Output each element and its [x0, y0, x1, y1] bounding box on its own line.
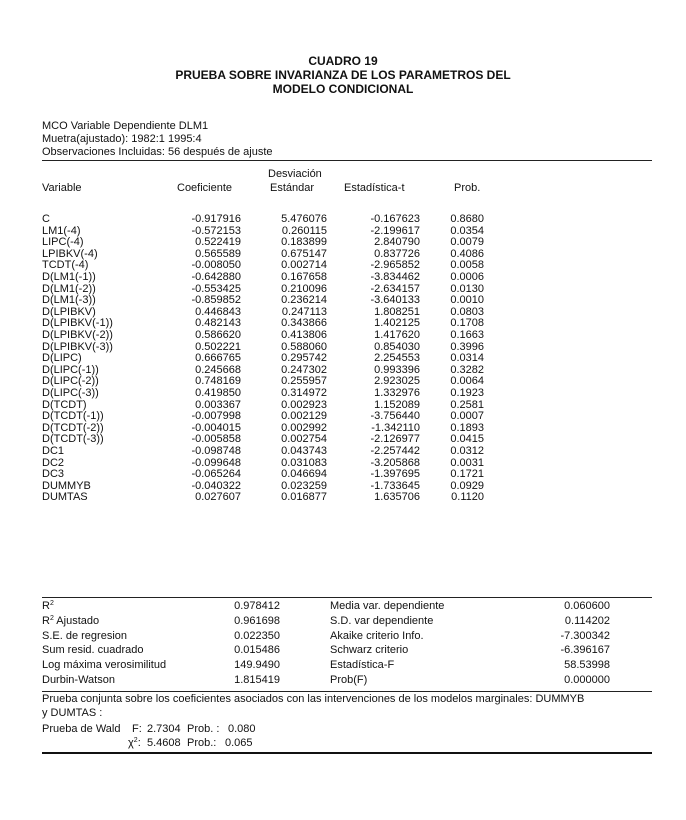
wald-f-prob: 0.080	[228, 723, 256, 735]
wald-f-value: 2.7304	[147, 723, 181, 735]
sample-period: Muetra(ajustado): 1982:1 1995:4	[42, 133, 202, 145]
table-title: PRUEBA SOBRE INVARIANZA DE LOS PARAMETROS DEL	[175, 68, 511, 82]
stat-label	[42, 600, 54, 612]
cell-coefficient: -0.098748	[191, 445, 241, 457]
cell-variable: LM1(-4)	[42, 224, 81, 237]
cell-std-error: 0.588060	[281, 340, 327, 353]
table-number: CUADRO 19	[308, 54, 378, 68]
cell-t-stat: -2.634157	[370, 282, 420, 295]
stat-value: 0.978412	[234, 600, 280, 612]
stat-label-superscript: 2	[49, 600, 54, 607]
cell-prob: 0.0312	[450, 445, 484, 457]
header-coefficient: Coeficiente	[177, 182, 233, 194]
cell-variable: DC1	[42, 445, 65, 457]
note-line2: y DUMTAS :	[42, 707, 103, 719]
stat-value: 0.114202	[564, 614, 610, 627]
cell-t-stat: 2.840790	[374, 236, 420, 249]
stat-label	[42, 674, 115, 686]
cell-t-stat: 0.854030	[374, 340, 420, 353]
cell-std-error: 0.183899	[281, 236, 327, 249]
cell-variable: D(LM1(-3))	[42, 294, 96, 307]
cell-std-error: 0.023259	[281, 479, 327, 492]
cell-prob: 0.8680	[450, 213, 484, 225]
cell-std-error: 0.002714	[281, 259, 327, 272]
cell-prob: 0.0064	[450, 375, 484, 388]
stat-value: 0.022350	[234, 629, 280, 642]
cell-prob: 0.2581	[450, 398, 484, 411]
note-top-rule	[42, 691, 652, 692]
cell-t-stat: -1.342110	[371, 421, 420, 434]
cell-coefficient: 0.245668	[195, 363, 241, 376]
cell-std-error: 0.247113	[281, 305, 327, 318]
cell-t-stat: 1.332976	[374, 387, 420, 399]
cell-prob: 0.3282	[450, 363, 484, 376]
stat-label-text: R	[42, 614, 50, 627]
stat-label-text: S.E. de regresion	[42, 629, 127, 642]
cell-std-error: 5.476076	[281, 213, 327, 225]
cell-std-error: 0.247302	[281, 363, 327, 376]
cell-prob: 0.0929	[450, 479, 484, 492]
cell-variable: D(LPIBKV)	[42, 305, 96, 318]
cell-std-error: 0.002992	[281, 421, 327, 434]
cell-std-error: 0.343866	[281, 317, 327, 330]
cell-variable: D(LPIBKV(-1))	[42, 317, 113, 330]
stat-value: 1.815419	[234, 674, 280, 686]
stat-label-text: Durbin-Watson	[42, 674, 115, 686]
cell-std-error: 0.167658	[281, 271, 327, 283]
stat-value: 149.9490	[234, 659, 280, 672]
wald-f-label: F:	[132, 723, 142, 735]
cell-prob: 0.1663	[450, 329, 484, 341]
chi-colon: :	[137, 737, 141, 749]
observations: Observaciones Incluidas: 56 después de ajuste	[42, 146, 273, 158]
dependent-variable: MCO Variable Dependiente DLM1	[42, 120, 209, 132]
cell-prob: 0.1120	[451, 491, 484, 504]
cell-coefficient: 0.565589	[195, 247, 241, 260]
cell-variable: TCDT(-4)	[42, 259, 89, 272]
cell-t-stat: 1.635706	[374, 491, 420, 504]
cell-std-error: 0.002923	[281, 398, 327, 411]
cell-std-error: 0.295742	[281, 352, 327, 365]
cell-coefficient: -0.572153	[191, 224, 241, 237]
cell-std-error: 0.043743	[281, 445, 327, 457]
cell-std-error: 0.002754	[281, 433, 327, 446]
cell-variable: D(LPIBKV(-3))	[42, 340, 113, 353]
header-t-stat: Estadística-t	[344, 182, 405, 194]
cell-t-stat: -1.733645	[370, 479, 420, 492]
cell-t-stat: 0.993396	[374, 363, 420, 376]
cell-coefficient: -0.859852	[191, 294, 241, 307]
wald-chi-label	[128, 737, 141, 749]
cell-t-stat: 1.402125	[374, 317, 420, 330]
stat-label	[42, 659, 166, 671]
stat-value: 0.961698	[234, 614, 280, 627]
cell-t-stat: -2.965852	[370, 259, 420, 272]
stat-value: 0.015486	[234, 644, 280, 657]
cell-prob: 0.1923	[450, 387, 484, 399]
cell-coefficient: -0.005858	[191, 433, 241, 446]
stat-label-text: Log máxima verosimilitud	[42, 659, 167, 672]
cell-coefficient: -0.553425	[191, 282, 241, 295]
stat-value: 0.060600	[564, 600, 610, 612]
cell-std-error: 0.260115	[281, 224, 327, 237]
wald-test-label: Prueba de Wald	[42, 723, 121, 735]
cell-prob: 0.1708	[450, 317, 484, 330]
cell-std-error: 0.046694	[281, 468, 327, 481]
cell-prob: 0.0314	[450, 352, 484, 365]
stat-label	[42, 615, 99, 627]
stat-label: S.D. var dependiente	[330, 614, 434, 627]
stat-label: Schwarz criterio	[330, 644, 409, 657]
wald-chi-prob: 0.065	[225, 737, 253, 749]
cell-coefficient: 0.522419	[195, 236, 241, 249]
stat-label	[42, 630, 127, 642]
cell-coefficient: 0.003367	[195, 398, 241, 411]
cell-prob: 0.0010	[450, 294, 484, 307]
cell-std-error: 0.413806	[281, 329, 327, 341]
cell-prob: 0.3996	[450, 340, 484, 353]
cell-t-stat: -3.205868	[370, 456, 420, 469]
stat-label: Media var. dependiente	[330, 600, 445, 612]
cell-t-stat: -2.257442	[370, 445, 420, 457]
cell-variable: DUMMYB	[42, 479, 91, 492]
cell-variable: LPIBKV(-4)	[42, 247, 98, 260]
table-subtitle: MODELO CONDICIONAL	[272, 82, 414, 96]
stat-label-superscript: 2	[49, 614, 54, 622]
cell-t-stat: -1.397695	[370, 468, 420, 481]
cell-t-stat: 1.808251	[374, 305, 420, 318]
cell-coefficient: 0.027607	[195, 491, 241, 504]
header-prob: Prob.	[454, 182, 481, 194]
header-std-top: Desviación	[268, 168, 322, 180]
cell-std-error: 0.314972	[281, 387, 327, 399]
cell-t-stat: -0.167623	[370, 213, 420, 225]
stat-value: 0.000000	[564, 674, 610, 686]
bottom-rule	[42, 752, 652, 754]
cell-t-stat: -3.834462	[370, 271, 420, 283]
cell-t-stat: 1.152089	[374, 398, 420, 411]
cell-coefficient: -0.917916	[191, 213, 241, 225]
cell-coefficient: -0.008050	[191, 259, 241, 272]
cell-std-error: 0.675147	[281, 247, 327, 260]
cell-prob: 0.0354	[450, 224, 484, 237]
note-line1: Prueba conjunta sobre los coeficientes asociados con las intervenciones de los modelos marginales: DUMMYB	[42, 693, 585, 705]
stat-value: 58.53998	[564, 659, 610, 672]
cell-coefficient: 0.666765	[195, 352, 241, 365]
cell-coefficient: -0.065264	[191, 468, 241, 481]
cell-std-error: 0.016877	[281, 491, 327, 504]
cell-variable: D(TCDT)	[42, 398, 87, 411]
stat-label: Prob(F)	[330, 674, 368, 686]
header-top-rule	[42, 160, 652, 161]
cell-variable: D(TCDT(-2))	[42, 421, 104, 434]
chi-superscript: 2	[133, 737, 138, 744]
stat-value: -7.300342	[560, 629, 610, 642]
stat-label: Estadística-F	[330, 659, 395, 672]
stat-label-text: Sum resid. cuadrado	[42, 644, 144, 657]
cell-variable: D(LIPC(-2))	[42, 375, 99, 388]
stat-label	[42, 644, 144, 656]
cell-variable: D(TCDT(-1))	[42, 410, 104, 423]
stat-label: Akaike criterio Info.	[330, 629, 424, 642]
cell-prob: 0.0415	[450, 433, 484, 446]
cell-variable: D(LPIBKV(-2))	[42, 329, 113, 341]
cell-coefficient: 0.586620	[195, 329, 241, 341]
cell-coefficient: 0.419850	[195, 387, 241, 399]
cell-coefficient: 0.482143	[195, 317, 241, 330]
cell-prob: 0.1721	[450, 468, 484, 481]
cell-prob: 0.0031	[450, 456, 484, 469]
cell-std-error: 0.255957	[281, 375, 327, 388]
cell-prob: 0.0803	[450, 305, 484, 318]
cell-t-stat: 2.923025	[374, 375, 420, 388]
cell-variable: D(LM1(-1))	[42, 271, 96, 283]
cell-variable: D(TCDT(-3))	[42, 433, 104, 446]
cell-std-error: 0.031083	[281, 456, 327, 469]
cell-t-stat: 2.254553	[374, 352, 420, 365]
cell-t-stat: -2.199617	[370, 224, 420, 237]
wald-f-prob-label: Prob. :	[187, 723, 220, 735]
cell-t-stat: 0.837726	[374, 247, 420, 260]
cell-variable: D(LIPC(-1))	[42, 363, 99, 376]
cell-coefficient: 0.502221	[195, 340, 241, 353]
cell-std-error: 0.002129	[281, 410, 327, 423]
cell-variable: LIPC(-4)	[42, 236, 84, 249]
stats-top-rule	[42, 597, 652, 598]
cell-variable: DUMTAS	[42, 491, 88, 504]
header-variable: Variable	[42, 182, 82, 194]
stat-label-text: R	[42, 600, 50, 612]
wald-chi-value: 5.4608	[147, 737, 181, 749]
cell-variable: D(LIPC)	[42, 352, 82, 365]
cell-prob: 0.0130	[450, 282, 484, 295]
wald-chi-prob-label: Prob.:	[187, 737, 217, 749]
chi-symbol: χ	[128, 737, 134, 749]
cell-prob: 0.0079	[450, 236, 484, 249]
stat-value: -6.396167	[560, 644, 610, 657]
cell-prob: 0.4086	[450, 247, 484, 260]
cell-coefficient: -0.099648	[191, 456, 241, 469]
cell-std-error: 0.236214	[281, 294, 327, 307]
cell-coefficient: -0.040322	[191, 479, 241, 492]
cell-std-error: 0.210096	[281, 282, 327, 295]
cell-prob: 0.0006	[450, 271, 484, 283]
cell-t-stat: -3.756440	[370, 410, 420, 423]
cell-prob: 0.0058	[450, 259, 484, 272]
cell-prob: 0.1893	[450, 421, 484, 434]
cell-coefficient: -0.004015	[191, 421, 241, 434]
cell-coefficient: -0.642880	[191, 271, 241, 283]
cell-t-stat: 1.417620	[374, 329, 420, 341]
cell-variable: D(LM1(-2))	[42, 282, 96, 295]
cell-variable: C	[42, 213, 50, 225]
cell-variable: DC3	[42, 468, 65, 481]
cell-coefficient: 0.446843	[195, 305, 241, 318]
cell-coefficient: -0.007998	[191, 410, 241, 423]
stat-label-suffix: Ajustado	[53, 614, 100, 627]
cell-t-stat: -2.126977	[370, 433, 420, 446]
cell-coefficient: 0.748169	[195, 375, 241, 388]
header-std-bottom: Estándar	[270, 182, 315, 194]
cell-variable: DC2	[42, 456, 65, 469]
cell-prob: 0.0007	[450, 410, 484, 423]
cell-t-stat: -3.640133	[370, 294, 420, 307]
cell-variable: D(LIPC(-3))	[42, 387, 99, 399]
